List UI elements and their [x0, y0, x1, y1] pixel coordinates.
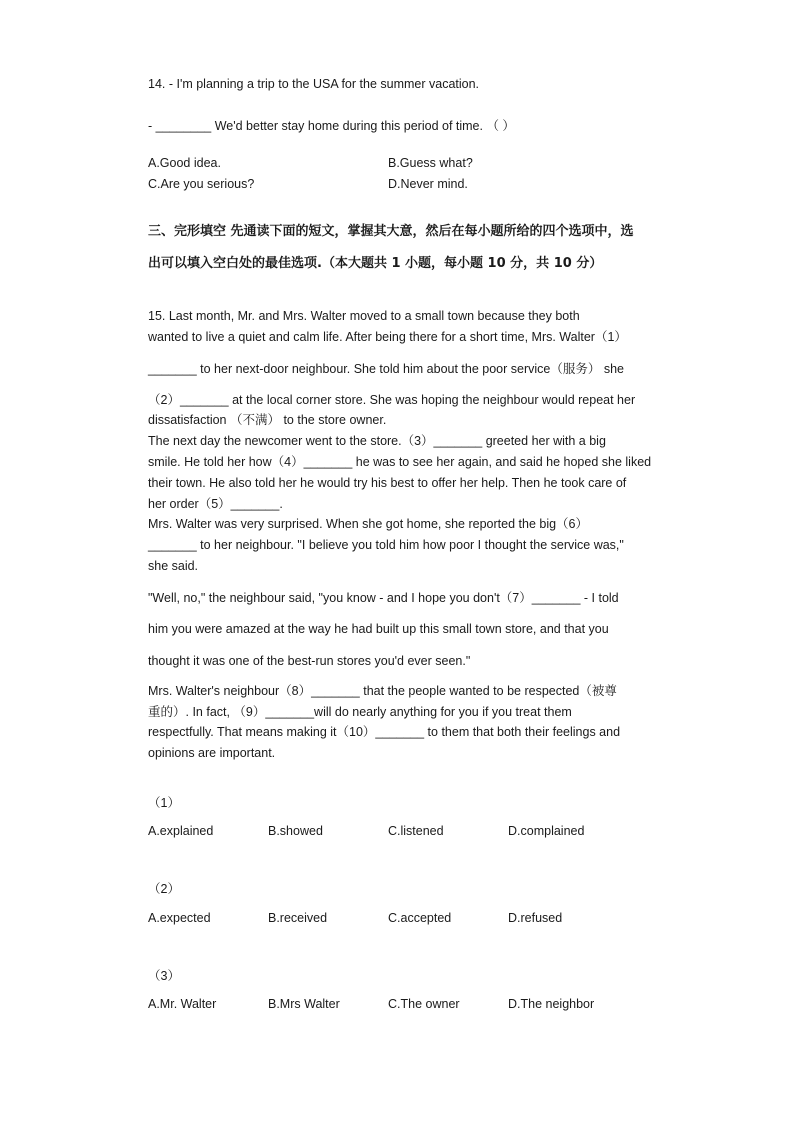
q14-option-d: D.Never mind.	[388, 177, 468, 191]
passage-line: Mrs. Walter's neighbour（8）_______ that the people wanted to be respected（被尊	[148, 684, 617, 698]
passage-line: wanted to live a quiet and calm life. After being there for a short time, Mrs. Walter（1）	[148, 330, 627, 344]
option-b: B.showed	[268, 824, 323, 838]
passage-line: her order（5）_______.	[148, 497, 283, 511]
option-d: D.complained	[508, 824, 585, 838]
passage-line: The next day the newcomer went to the store.（3）_______ greeted her with a big	[148, 434, 606, 448]
passage-line: thought it was one of the best-run stores you'd ever seen."	[148, 654, 471, 668]
passage-line: respectfully. That means making it（10）_______ to them that both their feelings and	[148, 725, 621, 739]
subquestion-number: （1）	[148, 796, 180, 810]
option-b: B.Mrs Walter	[268, 997, 340, 1011]
passage-line: 15. Last month, Mr. and Mrs. Walter moved to a small town because they both	[148, 309, 580, 323]
q14-option-c: C.Are you serious?	[148, 177, 255, 191]
passage-line: dissatisfaction （不满） to the store owner.	[148, 413, 387, 427]
passage-line: Mrs. Walter was very surprised. When she got home, she reported the big（6）	[148, 517, 588, 531]
option-c: C.The owner	[388, 997, 460, 1011]
q14-option-b: B.Guess what?	[388, 156, 473, 170]
option-d: D.The neighbor	[508, 997, 595, 1011]
option-a: A.explained	[148, 824, 214, 838]
section-heading-line-2: 出可以填入空白处的最佳选项.（本大题共 1 小题，每小题 10 分，共 10 分）	[148, 256, 603, 271]
q14-option-a: A.Good idea.	[148, 156, 221, 170]
option-a: A.expected	[148, 911, 211, 925]
passage-line: smile. He told her how（4）_______ he was to see her again, and said he hoped she liked	[148, 455, 652, 469]
subquestion-number: （2）	[148, 882, 180, 896]
subquestion-number: （3）	[148, 969, 180, 983]
passage-line: she said.	[148, 559, 199, 573]
option-a: A.Mr. Walter	[148, 997, 217, 1011]
option-d: D.refused	[508, 911, 563, 925]
question-14-options-row-2	[148, 176, 708, 192]
option-c: C.listened	[388, 824, 444, 838]
question-14-response: - ________ We'd better stay home during this period of time. （ ）	[148, 119, 515, 133]
question-14-prompt: 14. - I'm planning a trip to the USA for the summer vacation.	[148, 77, 480, 91]
option-c: C.accepted	[388, 911, 452, 925]
question-14-options-row-1	[148, 155, 708, 171]
passage-line: "Well, no," the neighbour said, "you know - and I hope you don't（7）_______ - I told	[148, 591, 619, 605]
passage-line: _______ to her neighbour. "I believe you told him how poor I thought the service was,"	[148, 538, 624, 552]
passage-line: 重的）. In fact, （9）_______will do nearly anything for you if you treat them	[148, 705, 572, 719]
option-b: B.received	[268, 911, 328, 925]
passage-line: （2）_______ at the local corner store. She was hoping the neighbour would repeat her	[148, 393, 636, 407]
passage-line: their town. He also told her he would try his best to offer her help. Then he took care of	[148, 476, 627, 490]
subquestion-options	[148, 910, 708, 926]
subquestion-options	[148, 996, 708, 1012]
passage-line: _______ to her next-door neighbour. She told him about the poor service（服务） she	[148, 362, 624, 376]
passage-line: opinions are important.	[148, 746, 276, 760]
passage-line: him you were amazed at the way he had built up this small town store, and that you	[148, 622, 609, 636]
subquestion-options	[148, 823, 708, 839]
section-heading-line-1: 三、完形填空 先通读下面的短文，掌握其大意，然后在每小题所给的四个选项中，选	[148, 224, 634, 239]
